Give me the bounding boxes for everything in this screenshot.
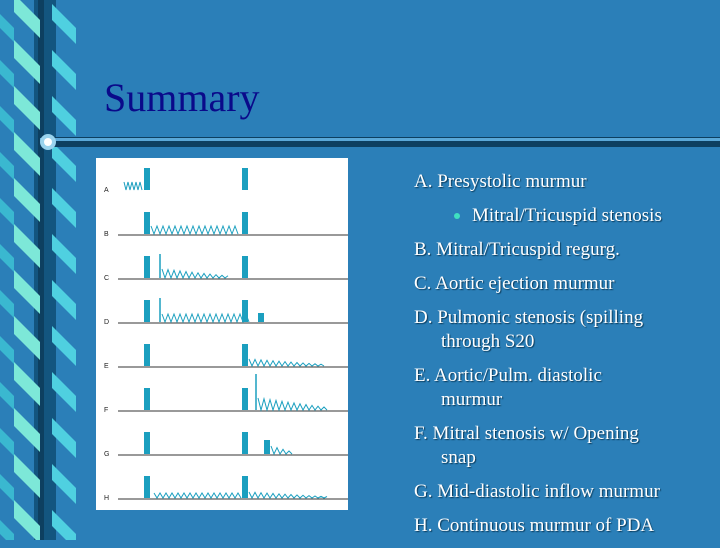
s1-bar <box>144 168 150 190</box>
mid-diastolic-murmur <box>271 446 292 454</box>
s2-bar <box>242 300 248 322</box>
list-item-g <box>414 480 714 504</box>
s2-bar <box>242 256 248 278</box>
s2-bar <box>242 476 248 498</box>
summary-list <box>414 170 714 548</box>
list-item-label: A. Presystolic murmur <box>414 171 587 192</box>
list-item-c <box>414 272 714 296</box>
regurgitant-murmur <box>151 226 238 234</box>
list-item-a <box>414 170 714 194</box>
list-item-label: F. Mitral stenosis w/ Opening <box>414 423 639 444</box>
ejection-murmur <box>162 269 228 278</box>
s1-bar <box>144 476 150 498</box>
pulmonic-murmur <box>162 314 249 322</box>
row-label: G <box>104 451 110 458</box>
list-item-h <box>414 514 714 538</box>
list-item-label: E. Aortic/Pulm. diastolic <box>414 365 602 386</box>
list-item-continuation: snap <box>441 447 476 468</box>
s2-bar <box>242 168 248 190</box>
p2-bar <box>258 313 264 322</box>
list-item-b <box>414 238 714 262</box>
list-subitem-label: Mitral/Tricuspid stenosis <box>472 205 662 226</box>
continuous-murmur-diastolic <box>249 492 327 498</box>
decorative-ribbon <box>0 0 80 540</box>
row-label: H <box>104 495 110 502</box>
row-label: C <box>104 275 110 282</box>
title-divider <box>40 133 720 153</box>
row-label: E <box>104 363 109 370</box>
s1-bar <box>144 212 150 234</box>
continuous-murmur-systolic <box>154 493 241 498</box>
s1-bar <box>144 344 150 366</box>
list-item-label: D. Pulmonic stenosis (spilling <box>414 307 644 328</box>
row-label: D <box>104 319 110 326</box>
s2-bar <box>242 212 248 234</box>
list-subitem <box>454 204 714 228</box>
s1-bar <box>144 256 150 278</box>
s1-bar <box>144 432 150 454</box>
s1-bar <box>144 300 150 322</box>
inflow-bar <box>264 440 270 454</box>
mitral-stenosis-murmur <box>258 398 327 410</box>
s2-bar <box>242 432 248 454</box>
list-item-label: C. Aortic ejection murmur <box>414 273 615 294</box>
list-item-continuation: murmur <box>441 389 503 410</box>
s2-bar <box>242 344 248 366</box>
row-label: B <box>104 231 109 238</box>
diastolic-murmur <box>249 359 324 366</box>
list-item-d <box>414 306 714 354</box>
list-item-f <box>414 422 714 470</box>
row-label: F <box>104 407 109 414</box>
presystolic-murmur <box>124 182 142 190</box>
row-label: A <box>104 187 109 194</box>
list-item-continuation: through S20 <box>441 331 535 352</box>
list-item-label: G. Mid-diastolic inflow murmur <box>414 481 660 502</box>
list-item-label: B. Mitral/Tricuspid regurg. <box>414 239 620 260</box>
slide-title: Summary <box>104 75 260 120</box>
list-item-e <box>414 364 714 412</box>
list-item-label: H. Continuous murmur of PDA <box>414 515 655 536</box>
waveform-diagram <box>96 158 348 510</box>
s2-bar <box>242 388 248 410</box>
bullet-icon <box>454 213 460 219</box>
s1-bar <box>144 388 150 410</box>
heart-murmur-waveforms <box>96 158 348 510</box>
